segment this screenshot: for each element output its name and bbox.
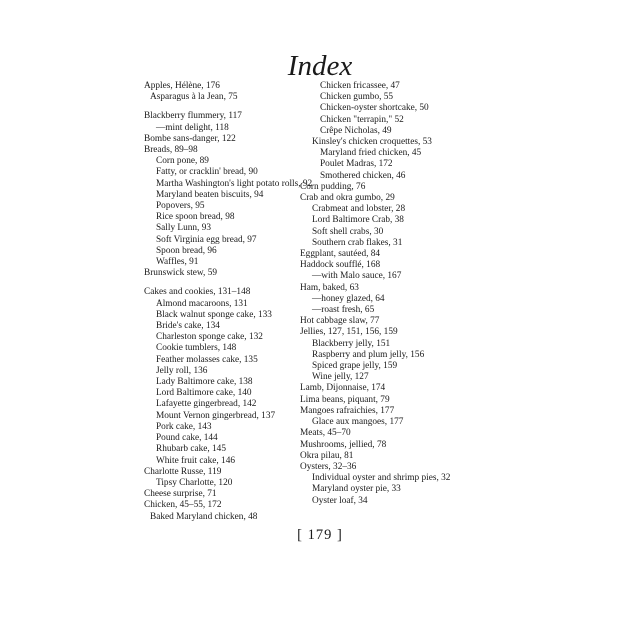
index-entry: Cookie tumblers, 148 [156, 343, 237, 354]
index-entry: Chicken-oyster shortcake, 50 [320, 103, 429, 114]
index-entry: Soft Virginia egg bread, 97 [156, 234, 257, 245]
index-entry: Poulet Madras, 172 [320, 159, 393, 170]
page-title: Index [287, 50, 353, 82]
index-entry: Jellies, 127, 151, 156, 159 [300, 327, 398, 338]
index-entry: Charlotte Russe, 119 [144, 466, 222, 477]
index-entry: Chicken fricassee, 47 [320, 81, 400, 91]
index-entry: Crêpe Nicholas, 49 [320, 125, 392, 136]
index-entry: Sally Lunn, 93 [156, 223, 212, 234]
index-entry: Lord Baltimore cake, 140 [156, 388, 252, 399]
index-entry: Blackberry jelly, 151 [312, 338, 391, 349]
index-entry: Raspberry and plum jelly, 156 [312, 349, 425, 360]
index-entry: Maryland beaten biscuits, 94 [156, 189, 264, 200]
index-entry: Individual oyster and shrimp pies, 32 [312, 473, 451, 484]
index-entry: Chicken "terrapin," 52 [320, 114, 404, 125]
index-entry: Pound cake, 144 [156, 433, 218, 444]
index-entry: Martha Washington's light potato rolls, 92 [156, 178, 313, 189]
index-entry: Ham, baked, 63 [300, 282, 359, 293]
index-entry: Tipsy Charlotte, 120 [156, 477, 233, 488]
index-entry: Black walnut sponge cake, 133 [156, 309, 272, 320]
index-entry: Blackberry flummery, 117 [144, 111, 242, 122]
index-entry: Maryland fried chicken, 45 [320, 148, 422, 159]
index-entry: Wine jelly, 127 [312, 372, 369, 383]
index-entry: Cakes and cookies, 131–148 [144, 287, 251, 298]
index-entry: Haddock soufflé, 168 [300, 260, 381, 271]
index-entry: Glace aux mangoes, 177 [312, 417, 404, 428]
index-entry: —with Malo sauce, 167 [312, 271, 402, 282]
index-entry: Soft shell crabs, 30 [312, 226, 384, 237]
index-entry: Crab and okra gumbo, 29 [300, 193, 395, 204]
index-entry: Crabmeat and lobster, 28 [312, 204, 406, 215]
index-entry: Maryland oyster pie, 33 [312, 484, 401, 495]
index-left-column [144, 81, 326, 523]
index-entry: Corn pone, 89 [156, 156, 209, 167]
index-entry: Pork cake, 143 [156, 421, 212, 432]
index-entry: Bride's cake, 134 [156, 321, 220, 332]
index-entry: Meats, 45–70 [300, 428, 351, 439]
index-entry: Baked Maryland chicken, 48 [150, 511, 258, 522]
index-entry: Oyster loaf, 34 [312, 495, 368, 506]
index-entry: Okra pilau, 81 [300, 450, 354, 461]
index-entry: Rhubarb cake, 145 [156, 444, 226, 455]
index-entry: Hot cabbage slaw, 77 [300, 316, 380, 327]
index-entry: Spiced grape jelly, 159 [312, 361, 398, 372]
index-entry: Waffles, 91 [156, 257, 199, 268]
index-entry: Bombe sans-danger, 122 [144, 133, 236, 144]
index-entry: Lady Baltimore cake, 138 [156, 377, 253, 388]
index-entry: Feather molasses cake, 135 [156, 354, 258, 365]
index-entry: —mint delight, 118 [156, 122, 229, 133]
index-entry: Spoon bread, 96 [156, 245, 217, 256]
index-entry: —honey glazed, 64 [312, 293, 385, 304]
index-entry: Mangoes rafraichies, 177 [300, 405, 395, 416]
index-entry: Mushrooms, jellied, 78 [300, 439, 387, 450]
index-entry: Southern crab flakes, 31 [312, 237, 403, 248]
index-entry: Kinsley's chicken croquettes, 53 [312, 137, 432, 148]
index-right-column [300, 81, 482, 507]
index-entry: Jelly roll, 136 [156, 365, 208, 376]
index-entry: Brunswick stew, 59 [144, 268, 217, 279]
index-entry: Chicken, 45–55, 172 [144, 500, 222, 511]
index-entry: Apples, Hélène, 176 [144, 81, 220, 91]
index-entry: Almond macaroons, 131 [156, 298, 248, 309]
index-entry: Chicken gumbo, 55 [320, 92, 394, 103]
index-entry: Rice spoon bread, 98 [156, 212, 235, 223]
page-number: [ 179 ] [297, 527, 343, 543]
index-entry: White fruit cake, 146 [156, 455, 235, 466]
index-entry: Mount Vernon gingerbread, 137 [156, 410, 276, 421]
index-entry: Popovers, 95 [156, 201, 205, 212]
index-entry: Fatty, or cracklin' bread, 90 [156, 167, 258, 178]
index-entry: Charleston sponge cake, 132 [156, 332, 263, 343]
index-entry: Oysters, 32–36 [300, 461, 357, 472]
index-entry: Asparagus à la Jean, 75 [150, 92, 238, 103]
index-entry: —roast fresh, 65 [312, 305, 375, 316]
index-entry: Breads, 89–98 [144, 145, 198, 156]
index-entry: Lord Baltimore Crab, 38 [312, 215, 404, 226]
index-entry: Lima beans, piquant, 79 [300, 394, 390, 405]
index-entry: Eggplant, sautéed, 84 [300, 249, 381, 260]
index-entry: Lamb, Dijonnaise, 174 [300, 383, 386, 394]
index-entry: Smothered chicken, 46 [320, 170, 406, 181]
index-entry: Cheese surprise, 71 [144, 489, 217, 500]
index-entry: Lafayette gingerbread, 142 [156, 399, 257, 410]
index-entry: Corn pudding, 76 [300, 181, 366, 192]
